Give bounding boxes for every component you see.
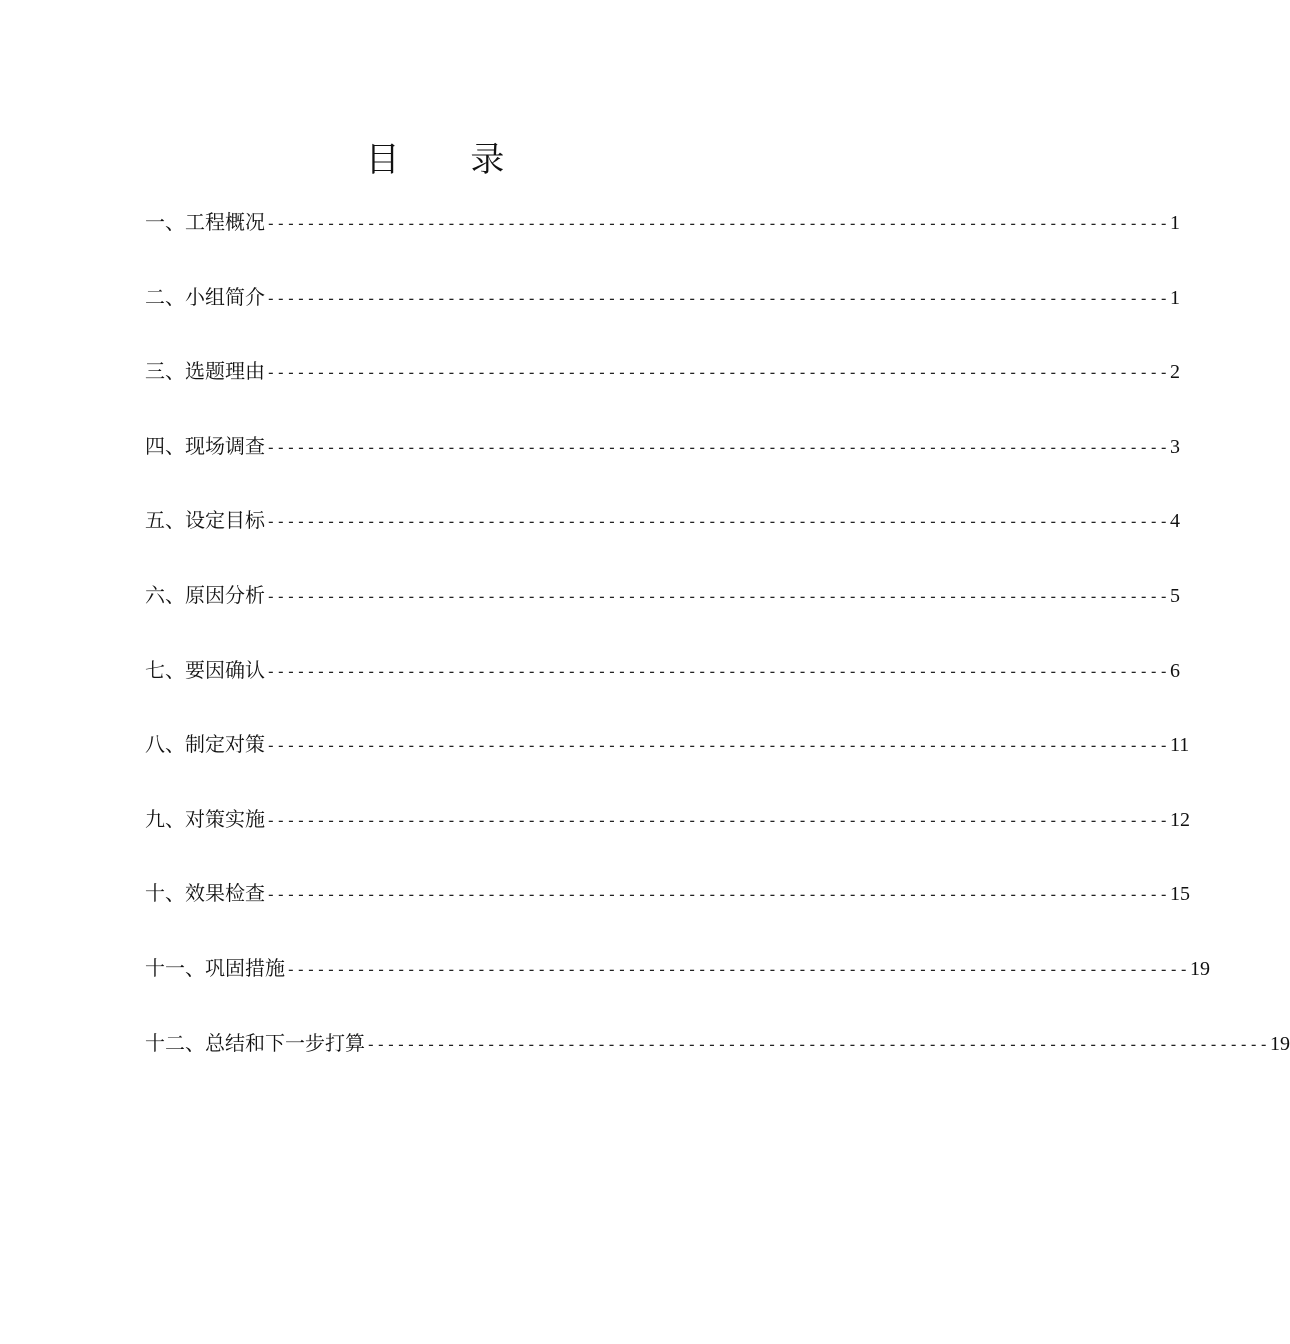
toc-entry[interactable] — [145, 352, 1180, 427]
toc-entry-label: 十一、巩固措施 — [145, 955, 285, 980]
toc-entry[interactable] — [145, 949, 1210, 1024]
toc-entry-label: 四、现场调查 — [145, 433, 265, 458]
toc-title: 目 录 — [365, 139, 535, 180]
toc-leader: ------------------------------------------------------------------------------------------ — [266, 810, 1169, 830]
toc-leader: ------------------------------------------------------------------------------------------ — [266, 437, 1169, 457]
toc-leader: ------------------------------------------------------------------------------------------ — [266, 512, 1169, 532]
toc-entry-label: 六、原因分析 — [145, 582, 265, 607]
toc-entry-page: 2 — [1169, 361, 1180, 384]
toc-entry-label: 十、效果检查 — [145, 881, 265, 906]
toc-leader: ------------------------------------------------------------------------------------------ — [266, 363, 1169, 383]
toc-leader: ------------------------------------------------------------------------------------------ — [266, 661, 1169, 681]
toc-entry-page: 4 — [1169, 510, 1180, 533]
toc-entry[interactable] — [145, 427, 1180, 502]
toc-entry-page: 15 — [1169, 883, 1190, 906]
toc-entry[interactable] — [145, 278, 1180, 353]
toc-leader: ------------------------------------------------------------------------------------------ — [266, 586, 1169, 606]
toc-leader: ------------------------------------------------------------------------------------------ — [266, 214, 1169, 233]
toc-entry[interactable] — [145, 725, 1190, 800]
toc-entry-label: 九、对策实施 — [145, 806, 265, 831]
toc-entry-label: 十二、总结和下一步打算 — [145, 1030, 365, 1055]
toc-entry-page: 1 — [1169, 212, 1180, 234]
toc-entry-page: 19 — [1269, 1032, 1290, 1055]
toc-entry-page: 12 — [1169, 808, 1190, 831]
toc-leader: ------------------------------------------------------------------------------------------ — [366, 1034, 1269, 1054]
toc-entry-label: 五、设定目标 — [145, 508, 265, 533]
toc-entry[interactable] — [145, 576, 1180, 651]
toc-entry-page: 3 — [1169, 435, 1180, 458]
toc-entry[interactable] — [145, 651, 1180, 726]
toc-entry[interactable] — [145, 1024, 1290, 1099]
toc-entry-label: 二、小组简介 — [145, 284, 265, 309]
toc-entry-label: 三、选题理由 — [145, 359, 265, 384]
toc-entry-page: 6 — [1169, 659, 1180, 682]
toc-entry-label: 七、要因确认 — [145, 657, 265, 682]
toc-leader: ------------------------------------------------------------------------------------------ — [266, 736, 1169, 756]
toc-entry[interactable] — [145, 203, 1180, 278]
toc-entry-page: 11 — [1169, 734, 1190, 757]
toc-entry-label: 八、制定对策 — [145, 732, 265, 757]
toc-leader: ------------------------------------------------------------------------------------------ — [266, 288, 1169, 308]
toc-leader: ------------------------------------------------------------------------------------------ — [286, 959, 1189, 979]
toc-entry[interactable] — [145, 800, 1190, 875]
toc-leader: ------------------------------------------------------------------------------------------ — [266, 885, 1169, 905]
toc-list — [145, 203, 1290, 1098]
toc-entry-page: 1 — [1169, 286, 1180, 309]
toc-entry-label: 一、工程概况 — [145, 210, 265, 234]
toc-entry-page: 5 — [1169, 584, 1180, 607]
toc-entry[interactable] — [145, 501, 1180, 576]
toc-entry-page: 19 — [1189, 957, 1210, 980]
toc-entry[interactable] — [145, 874, 1190, 949]
